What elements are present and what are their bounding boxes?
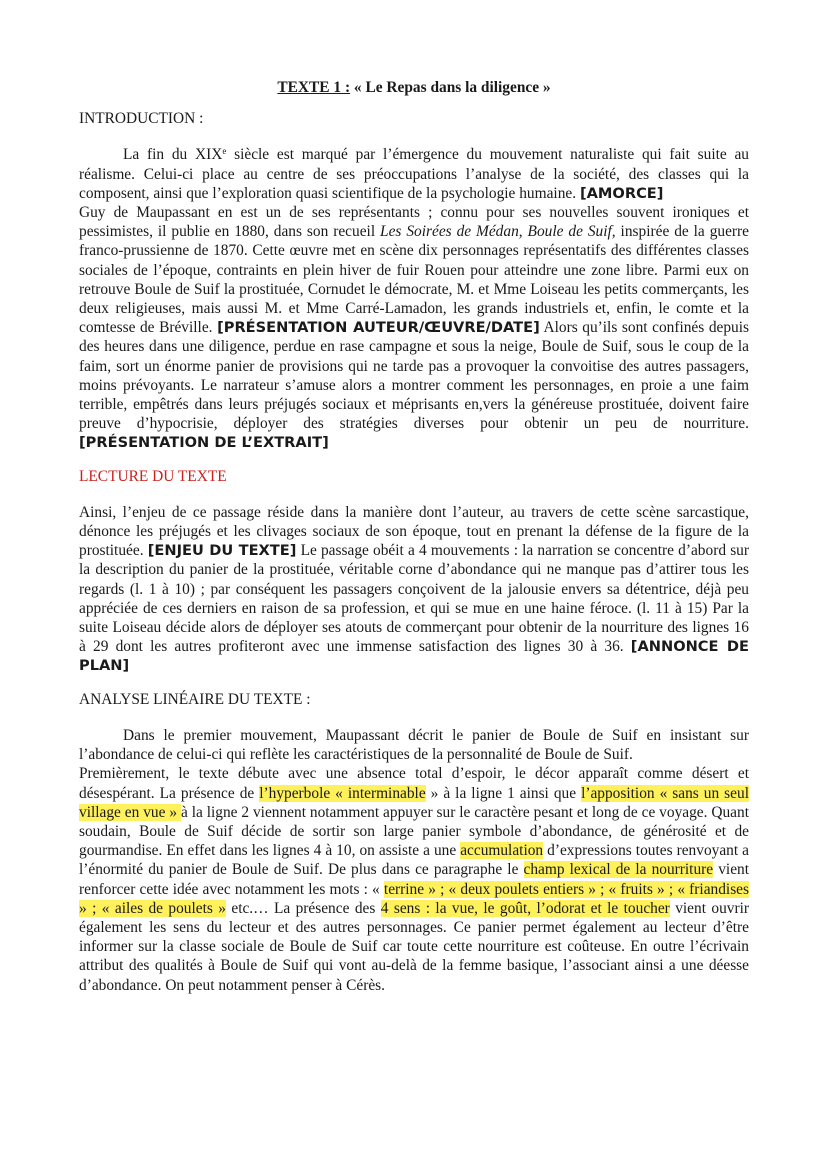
highlight-accumulation: accumulation <box>460 842 544 860</box>
text-run: siècle est marqué par l’émergence du mouvement naturaliste qui fait suite au réalisme. Celui-ci place au centre de ses préoccupations l’analyse de la société, des classes qui la composent, ainsi que l’exploration quasi scientifique de la psychologie humaine. <box>79 146 750 202</box>
highlight-four-senses: 4 sens : la vue, le goût, l’odorat et le toucher <box>380 899 670 917</box>
text-run: Guy de Maupassant en est un de ses représentants ; connu pour ses nouvelles souvent ironiques et pessimistes, il publie en 1880, dans son recueil <box>79 204 749 241</box>
highlight-apposition: l’apposition « sans un seul village en vue » <box>79 784 749 821</box>
lecture-paragraph <box>79 503 749 676</box>
text-run: à la ligne 2 viennent notamment appuyer sur le caractère pesant et long de ce voyage. Quant soudain, Boule de Suif décide de sortir son large panier symbole d’abondance, de générosité et de gourmandise. En effet dans les lignes 4 à 10, on assiste a une <box>79 803 749 860</box>
spacer <box>79 453 749 467</box>
text-run: Ainsi, l’enjeu de ce passage réside dans la manière dont l’auteur, au travers de cette scène sarcastique, dénonce les préjugés et les clivages sociaux de son époque, tout en prenant la défense de la figure de la prostituée. <box>79 503 749 560</box>
text-run: Premièrement, le texte débute avec une absence total d’espoir, le décor apparaît comme désert et désespérant. La présence de <box>79 765 749 802</box>
lecture-heading: LECTURE DU TEXTE <box>79 467 227 485</box>
text-run: vient renforcer cette idée avec notamment les mots : « <box>79 861 749 898</box>
introduction-paragraph-2 <box>79 203 749 453</box>
text-run: inspirée de la guerre franco-prussienne de 1870. Cette œuvre met en scène dix personnages représentatifs des différentes classes sociales de l’époque, contraints en plein hiver de fuir Rouen pour atteindre une zone libre. Parmi eux on retrouve Boule de Suif la prostituée, Cornudet le démocrate, M. et Mme Loiseau les petits commerçants, les deux religieuses, mais aussi M. et Mme Carré-Lamadon, les grands industriels et, enfin, le comte et la comtesse de Bréville. <box>79 223 749 337</box>
document-title <box>79 78 749 97</box>
introduction-paragraph-1 <box>79 145 749 203</box>
text-run: Le passage obéit a 4 mouvements : la narration se concentre d’abord sur la description du panier de la prostituée, véritable corne d’abondance qui ne manque pas d’attirer tous les regards (l. 1 à 10) ; par conséquent les passagers conçoivent de la jalousie envers sa détentrice, déjà peu appréciée de ces derniers en raison de sa profession, et qui se mue en une haine féroce. (l. 11 à 15) Par la suite Loiseau décide alors de déployer ses atouts de commerçant pour obtenir de la nourriture des lignes 16 à 29 dont les autres profiteront avec une immense satisfaction des lignes 30 à 36. <box>79 542 749 656</box>
tag-plan: [ANNONCE DE PLAN] <box>79 638 749 675</box>
tag-extrait: [PRÉSENTATION DE L’EXTRAIT] <box>79 434 329 452</box>
spacer <box>79 676 749 690</box>
tag-amorce: [AMORCE] <box>579 184 664 202</box>
tag-enjeu: [ENJEU DU TEXTE] <box>147 542 297 560</box>
title-text: « Le Repas dans la diligence » <box>350 79 551 96</box>
text-run: Alors qu’ils sont confinés depuis des heures dans une diligence, perdue en rase campagne et sous la neige, Boule de Suif, sous le coup de la faim, sort un énorme panier de provisions qui ne tarde pas a provoquer la convoitise des autres passagers, moins prévoyants. Le narrateur s’amuse alors a montrer comment les personnages, en proie a une faim terrible, empêtrés dans leurs préjugés sociaux et méprisants en,vers la généreuse prostituée, doivent faire preuve d’hypocrisie, déployer des stratégies diverses pour obtenir un peu de nourriture. <box>79 319 750 433</box>
title-label: TEXTE 1 : <box>277 79 351 96</box>
highlight-champ-lexical: champ lexical de la nourriture <box>523 861 714 879</box>
introduction-heading: INTRODUCTION : <box>79 110 204 128</box>
text-run: La fin du XIX <box>123 146 223 164</box>
analyse-paragraph-2 <box>79 764 749 994</box>
text-run: etc.… La présence des <box>225 899 381 917</box>
analyse-heading: ANALYSE LINÉAIRE DU TEXTE : <box>79 690 311 708</box>
document-page <box>79 78 749 995</box>
text-run: d’expressions toutes renvoyant a l’énormité du panier de Boule de Suif. De plus dans ce paragraphe le <box>79 842 749 879</box>
superscript: e <box>222 146 227 157</box>
analyse-paragraph-1: Dans le premier mouvement, Maupassant décrit le panier de Boule de Suif en insistant sur l’abondance de celui-ci qui reflète les caractéristiques de la personnalité de Boule de Suif. <box>79 726 749 764</box>
italic-title: Les Soirées de Médan, Boule de Suif, <box>380 223 616 241</box>
highlight-food-words: terrine » ; « deux poulets entiers » ; « fruits » ; « friandises » ; « ailes de poulets » <box>79 880 750 917</box>
highlight-hyperbole: l’hyperbole « interminable <box>259 784 426 802</box>
text-run: vient ouvrir également les sens du lecteur et des autres personnages. Ce panier permet également au lecteur d’être informer sur la classe sociale de Boule de Suif car toute cette nourriture est coûteuse. En outre l’écrivain attribut des qualités à Boule de Suif qui vont au-delà de la femme basique, l’associant ainsi a une déesse d’abondance. On peut notamment penser à Cérès. <box>79 899 750 994</box>
text-run: » à la ligne 1 ainsi que <box>425 784 582 802</box>
tag-presentation: [PRÉSENTATION AUTEUR/ŒUVRE/DATE] <box>217 319 540 337</box>
